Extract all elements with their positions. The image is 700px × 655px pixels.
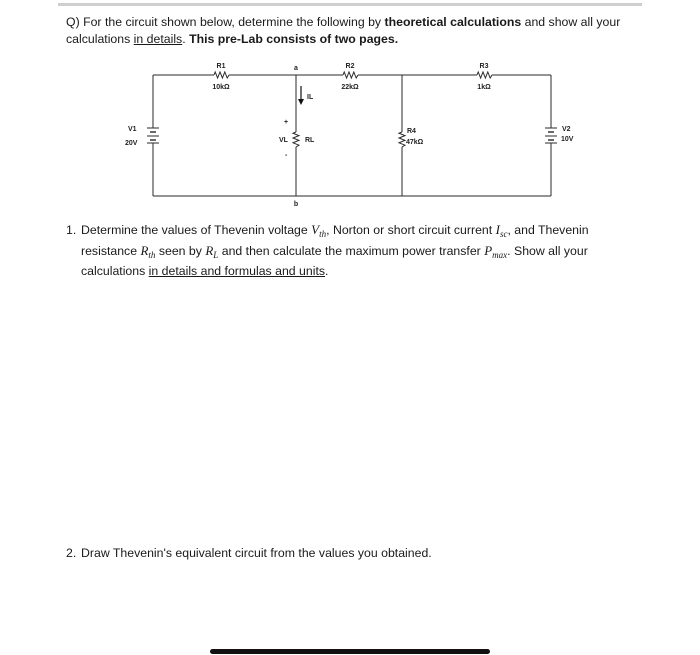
item-2 (66, 545, 596, 562)
resistor-rl-symbol (293, 132, 299, 147)
pmax-subscript: max (492, 249, 508, 260)
node-b-label: b (293, 201, 299, 208)
battery-v1-symbol (147, 128, 159, 143)
v1-label: V1 (128, 126, 137, 133)
resistor-r3-symbol (477, 72, 492, 78)
item-1-number: 1. (66, 223, 77, 237)
item-2-number: 2. (66, 546, 77, 560)
item-1-t2: , Norton or short circuit current (326, 223, 496, 237)
rth-symbol: R (140, 242, 149, 258)
r1-label: R1 (216, 63, 226, 70)
r2-value: 22kΩ (341, 84, 359, 91)
item-1-t4: seen by (155, 243, 206, 258)
item-1-underlined: in details and formulas and units (148, 264, 326, 278)
v2-label: V2 (562, 126, 571, 133)
question-bold-1: theoretical calculations (384, 15, 522, 29)
isc-subscript: sc (499, 229, 508, 239)
rl-symbol: R (205, 242, 214, 258)
question-middle: and show all your calculations (66, 15, 621, 46)
item-1-t7: . (325, 264, 329, 278)
battery-v2-symbol (545, 128, 557, 143)
r2-label: R2 (345, 63, 355, 70)
resistor-r4-symbol (399, 132, 405, 147)
question-period: . (182, 32, 190, 46)
item-2-text: Draw Thevenin's equivalent circuit from the values you obtained. (81, 546, 432, 560)
home-indicator-bar (210, 649, 490, 654)
rl-subscript: L (213, 249, 219, 260)
rl-label: RL (305, 137, 315, 144)
item-1 (66, 222, 596, 280)
isc-symbol: I (495, 222, 500, 237)
item-1-t5: and then calculate the maximum power transfer (218, 243, 485, 258)
vl-label: VL (279, 137, 288, 144)
minus-sign: - (285, 152, 288, 159)
r1-value: 10kΩ (212, 84, 230, 91)
node-a-label: a (294, 65, 298, 72)
r3-value: 1kΩ (477, 84, 491, 91)
r4-value: 47kΩ (406, 139, 424, 146)
rth-subscript: th (148, 249, 156, 260)
question-bold-2: This pre-Lab consists of two pages. (189, 32, 399, 46)
pmax-symbol: P (484, 242, 493, 258)
item-1-t1: Determine the values of Thevenin voltage (81, 223, 312, 237)
item-1-t3: , and Thevenin resistance (81, 223, 589, 258)
resistor-r2-symbol (343, 72, 358, 78)
question-prefix: Q) For the circuit shown below, determine the following by (66, 15, 385, 29)
r3-label: R3 (479, 63, 489, 70)
vth-subscript: th (319, 229, 327, 239)
vth-symbol: V (311, 222, 320, 237)
il-label: IL (307, 94, 314, 101)
resistor-r1-symbol (214, 72, 229, 78)
plus-sign: + (284, 119, 289, 126)
r4-label: R4 (407, 128, 416, 135)
question-underlined: in details (133, 32, 183, 46)
item-1-text (81, 222, 596, 280)
v2-value: 10V (561, 136, 574, 143)
item-1-t6: . Show all your calculations (81, 243, 588, 278)
current-arrow-head (298, 99, 304, 105)
v1-value: 20V (125, 140, 138, 147)
